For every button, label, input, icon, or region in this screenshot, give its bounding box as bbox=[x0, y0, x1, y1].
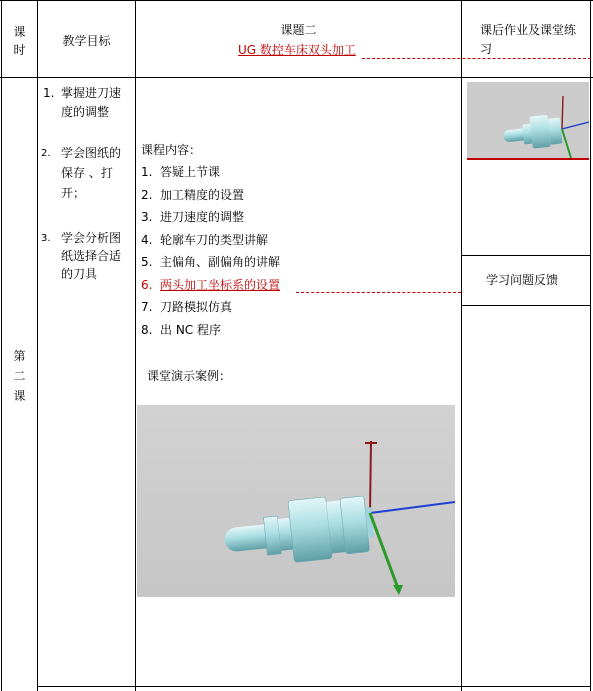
header-objectives: 教学目标 bbox=[62, 34, 111, 48]
header-homework-line1: 课后作业及课堂练 bbox=[480, 23, 577, 37]
cad-viewport-large bbox=[137, 405, 455, 597]
col-divider-3 bbox=[461, 0, 462, 691]
header-bottom-rule bbox=[0, 77, 593, 78]
content-item-number: 3. bbox=[141, 210, 153, 224]
content-item-number: 8. bbox=[141, 323, 153, 337]
content-item-number: 7. bbox=[141, 300, 153, 314]
objective-line: 纸选择合适 bbox=[61, 249, 122, 263]
period-char: 课 bbox=[13, 389, 26, 403]
period-char: 第 bbox=[13, 349, 26, 363]
content-item-text: 刀路模拟仿真 bbox=[160, 300, 233, 314]
cad-part-image bbox=[137, 405, 455, 597]
header-period-cell bbox=[2, 23, 37, 59]
period-char: 二 bbox=[13, 369, 26, 383]
objective-line: 学会分析图 bbox=[61, 231, 122, 245]
objective-line: 保存 、打 bbox=[61, 166, 113, 180]
feedback-label: 学习问题反馈 bbox=[486, 273, 559, 287]
header-period-char: 课 bbox=[13, 25, 26, 39]
demo-heading: 课堂演示案例： bbox=[147, 369, 232, 383]
axis-z-red bbox=[370, 441, 371, 513]
cad-thumbnail bbox=[467, 82, 589, 160]
objective-line: 度的调整 bbox=[61, 105, 110, 119]
content-heading: 课程内容： bbox=[141, 143, 202, 157]
objective-number: 1. bbox=[43, 86, 55, 100]
content-item-number: 4. bbox=[141, 233, 153, 247]
content-item-number: 6. bbox=[141, 278, 153, 292]
homework-divider bbox=[461, 255, 591, 256]
header-homework-line2: 习 bbox=[480, 42, 493, 56]
table-border-top bbox=[0, 0, 593, 1]
lesson-subtitle: UG 数控车床双头加工 bbox=[238, 43, 356, 57]
content-item-number: 5. bbox=[141, 255, 153, 269]
objective-number: 2. bbox=[41, 148, 51, 159]
objective-line: 掌握进刀速 bbox=[61, 86, 122, 100]
lesson-title: 课题二 bbox=[280, 23, 317, 37]
objective-number: 3. bbox=[41, 233, 51, 244]
table-bottom-rule bbox=[37, 686, 591, 687]
col-divider-1 bbox=[37, 0, 38, 691]
period-cell bbox=[2, 346, 37, 406]
header-period-char: 时 bbox=[13, 43, 26, 57]
subtitle-dashed-underline bbox=[362, 58, 591, 59]
cad-thumbnail-image bbox=[467, 82, 589, 160]
col-divider-2 bbox=[135, 0, 136, 691]
content-item-text: 出 NC 程序 bbox=[160, 323, 221, 337]
content-item-text-highlight: 两头加工坐标系的设置 bbox=[160, 278, 281, 292]
objective-line: 开； bbox=[61, 186, 86, 200]
objective-line: 的刀具 bbox=[61, 267, 98, 281]
content-item-text: 答疑上节课 bbox=[160, 165, 221, 179]
highlight-dashed-underline bbox=[296, 292, 461, 293]
content-item-number: 1. bbox=[141, 165, 153, 179]
thumbnail-red-underline bbox=[467, 158, 589, 160]
feedback-divider bbox=[461, 305, 591, 306]
content-item-text: 进刀速度的调整 bbox=[160, 210, 245, 224]
content-item-text: 轮廓车刀的类型讲解 bbox=[160, 233, 269, 247]
content-item-number: 2. bbox=[141, 188, 153, 202]
content-item-text: 加工精度的设置 bbox=[160, 188, 245, 202]
objective-line: 学会图纸的 bbox=[61, 146, 122, 160]
table-border-right bbox=[590, 0, 591, 691]
content-item-text: 主偏角、副偏角的讲解 bbox=[160, 255, 281, 269]
